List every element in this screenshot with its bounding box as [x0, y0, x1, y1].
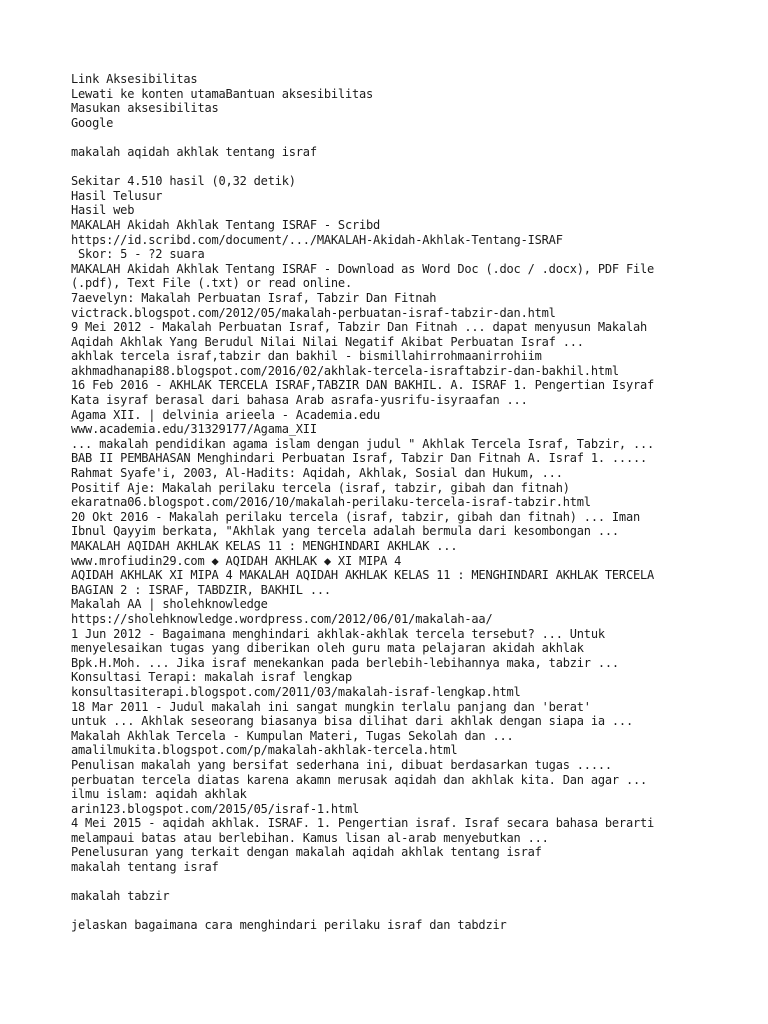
web-results-heading: Hasil web	[71, 203, 135, 218]
results-meta	[71, 174, 768, 218]
result-snippet: melampaui batas atau berlebihan. Kamus lisan al-arab menyebutkan ...	[71, 830, 549, 845]
related-search-link[interactable]: makalah tabzir	[71, 889, 170, 904]
search-query[interactable]: makalah aqidah akhlak tentang israf	[71, 144, 317, 159]
result-snippet: 18 Mar 2011 - Judul makalah ini sangat mungkin terlalu panjang dan 'berat'	[71, 699, 591, 714]
result-snippet: Ibnul Qayyim berkata, "Akhlak yang tercela adalah bermula dari kesombongan ...	[71, 524, 619, 539]
result-breadcrumb: www.mrofiudin29.com ◆ AQIDAH AKHLAK ◆ XI MIPA 4	[71, 553, 402, 568]
result-snippet: Kata isyraf berasal dari bahasa Arab asrafa-yusrifu-isyraafan ...	[71, 393, 528, 408]
result-snippet: 16 Feb 2016 - AKHLAK TERCELA ISRAF,TABZIR DAN BAKHIL. A. ISRAF 1. Pengertian Isyraf	[71, 378, 655, 393]
result-title[interactable]: Konsultasi Terapi: makalah israf lengkap	[71, 670, 352, 685]
result-snippet: BAGIAN 2 : ISRAF, TABDZIR, BAKHIL ...	[71, 582, 331, 597]
results-list	[71, 218, 768, 875]
result-url: www.academia.edu/31329177/Agama_XII	[71, 422, 317, 437]
result-snippet: perbuatan tercela diatas karena akamn merusak aqidah dan akhlak kita. Dan agar ...	[71, 772, 648, 787]
result-snippet: AQIDAH AKHLAK XI MIPA 4 MAKALAH AQIDAH AKHLAK KELAS 11 : MENGHINDARI AKHLAK TERCELA	[71, 568, 655, 583]
result-url: victrack.blogspot.com/2012/05/makalah-perbuatan-israf-tabzir-dan.html	[71, 305, 556, 320]
result-snippet: Bpk.H.Moh. ... Jika israf menekankan pada berlebih-lebihannya maka, tabzir ...	[71, 655, 619, 670]
result-snippet: Aqidah Akhlak Yang Berudul Nilai Nilai Negatif Akibat Perbuatan Israf ...	[71, 334, 584, 349]
result-title[interactable]: ilmu islam: aqidah akhlak	[71, 787, 247, 802]
result-snippet: menyelesaikan tugas yang diberikan oleh guru mata pelajaran akidah akhlak	[71, 641, 584, 656]
result-url: akhmadhanapi88.blogspot.com/2016/02/akhlak-tercela-israftabzir-dan-bakhil.html	[71, 363, 619, 378]
related-search-link[interactable]: jelaskan bagaimana cara menghindari perilaku israf dan tabdzir	[71, 918, 507, 933]
related-searches-heading: Penelusuran yang terkait dengan makalah aqidah akhlak tentang israf	[71, 845, 542, 860]
accessibility-feedback-link[interactable]: Masukan aksesibilitas	[71, 101, 219, 116]
result-url: ekaratna06.blogspot.com/2016/10/makalah-perilaku-tercela-israf-tabzir.html	[71, 495, 591, 510]
result-snippet: 4 Mei 2015 - aqidah akhlak. ISRAF. 1. Pengertian israf. Israf secara bahasa berarti	[71, 816, 655, 831]
result-snippet: Penulisan makalah yang bersifat sederhana ini, dibuat berdasarkan tugas .....	[71, 757, 612, 772]
result-title[interactable]: MAKALAH AQIDAH AKHLAK KELAS 11 : MENGHINDARI AKHLAK ...	[71, 539, 458, 553]
blank-line	[71, 160, 768, 175]
result-url: https://sholehknowledge.wordpress.com/2012/06/01/makalah-aa/	[71, 611, 493, 626]
result-snippet: untuk ... Akhlak seseorang biasanya bisa dilihat dari akhlak dengan siapa ia ...	[71, 714, 633, 729]
result-title[interactable]: Makalah Akhlak Tercela - Kumpulan Materi, Tugas Sekolah dan ...	[71, 728, 514, 743]
result-title[interactable]: akhlak tercela israf,tabzir dan bakhil - bismillahirrohmaanirrohiim	[71, 349, 542, 364]
blank-line	[71, 130, 768, 145]
result-snippet: ... makalah pendidikan agama islam dengan judul " Akhlak Tercela Israf, Tabzir, ...	[71, 436, 655, 451]
result-url: https://id.scribd.com/document/.../MAKALAH-Akidah-Akhlak-Tentang-ISRAF	[71, 232, 563, 247]
result-url: konsultasiterapi.blogspot.com/2011/03/makalah-israf-lengkap.html	[71, 684, 521, 699]
result-title[interactable]: Agama XII. | delvinia arieela - Academia.edu	[71, 407, 381, 422]
result-url: amalilmukita.blogspot.com/p/makalah-akhlak-tercela.html	[71, 743, 458, 758]
result-title[interactable]: 7aevelyn: Makalah Perbuatan Israf, Tabzir Dan Fitnah	[71, 290, 437, 305]
header-block	[71, 72, 768, 130]
result-stats: Sekitar 4.510 hasil (0,32 detik)	[71, 174, 296, 189]
result-title[interactable]: Positif Aje: Makalah perilaku tercela (israf, tabzir, gibah dan fitnah)	[71, 480, 570, 495]
result-snippet: MAKALAH Akidah Akhlak Tentang ISRAF - Download as Word Doc (.doc / .docx), PDF File	[71, 261, 655, 276]
related-search-link[interactable]: makalah tentang israf	[71, 860, 219, 875]
result-rating: Skor: 5 - ?2 suara	[71, 247, 205, 262]
result-snippet: (.pdf), Text File (.txt) or read online.	[71, 276, 352, 291]
skip-link[interactable]: Lewati ke konten utamaBantuan aksesibilitas	[71, 86, 374, 101]
search-results-heading: Hasil Telusur	[71, 188, 163, 203]
result-title[interactable]: MAKALAH Akidah Akhlak Tentang ISRAF - Scribd	[71, 217, 381, 232]
result-snippet: 9 Mei 2012 - Makalah Perbuatan Israf, Tabzir Dan Fitnah ... dapat menyusun Makalah	[71, 320, 648, 335]
result-snippet: 1 Jun 2012 - Bagaimana menghindari akhlak-akhlak tercela tersebut? ... Untuk	[71, 626, 605, 641]
result-title[interactable]: Makalah AA | sholehknowledge	[71, 597, 268, 612]
result-snippet: BAB II PEMBAHASAN Menghindari Perbuatan Israf, Tabzir Dan Fitnah A. Israf 1. .....	[71, 451, 648, 466]
result-snippet: Rahmat Syafe'i, 2003, Al-Hadits: Aqidah, Akhlak, Sosial dan Hukum, ...	[71, 466, 563, 481]
blank-line	[71, 875, 768, 890]
accessibility-link[interactable]: Link Aksesibilitas	[71, 72, 198, 86]
result-snippet: 20 Okt 2016 - Makalah perilaku tercela (israf, tabzir, gibah dan fitnah) ... Iman	[71, 509, 640, 524]
google-logo-text[interactable]: Google	[71, 115, 114, 130]
result-url: arin123.blogspot.com/2015/05/israf-1.html	[71, 801, 360, 816]
blank-line	[71, 904, 768, 919]
